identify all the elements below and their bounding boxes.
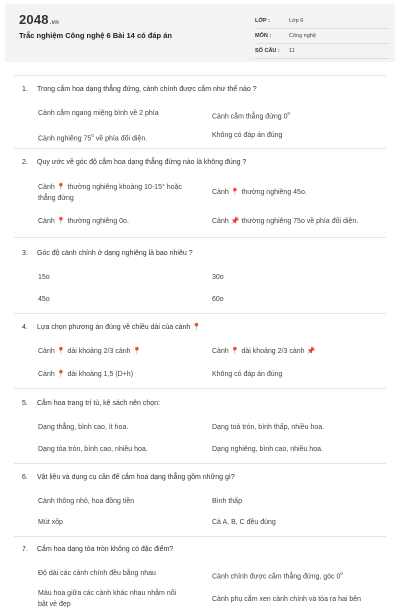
option[interactable] <box>38 182 182 204</box>
option-text: Cành cắm thẳng đứng 0 <box>212 113 288 121</box>
meta-row-count <box>255 44 390 59</box>
option-prefix: Cành <box>212 189 229 196</box>
option-prefix: Cành <box>38 184 55 191</box>
option-text: Cành cắm ngang miệng bình về 2 phía <box>38 110 159 117</box>
superscript: 0 <box>287 111 291 116</box>
question-number: 2. <box>22 159 28 166</box>
divider <box>14 313 386 314</box>
question-number: 4. <box>22 324 28 331</box>
option-text: Không có đáp án đúng <box>212 132 283 139</box>
question-text: Góc độ cành chính ở dạng nghiêng là bao nhiêu ? <box>37 250 193 257</box>
option[interactable] <box>38 346 143 357</box>
option-text: Dạng toả tròn, bình thấp, nhiều hoa. <box>212 424 325 431</box>
question-2 <box>22 159 246 166</box>
pin-icon: 📍 <box>230 189 240 196</box>
pin-icon: 📍 <box>56 348 66 355</box>
option-text: Bình thấp <box>212 498 242 505</box>
option[interactable] <box>212 568 343 582</box>
superscript: 0 <box>340 571 343 576</box>
question-text: Vật liệu và dụng cụ cần để cắm hoa dạng thẳng gồm những gì? <box>37 474 235 481</box>
option-text: Cành nghiêng 75 <box>38 135 92 143</box>
option[interactable] <box>38 130 147 144</box>
meta-row-grade <box>255 14 390 29</box>
meta-key: MÔN : <box>255 33 272 39</box>
option-text: Cành chính được cắm thẳng đứng, góc 0 <box>212 573 341 581</box>
question-number: 6. <box>22 474 28 481</box>
divider <box>14 388 386 389</box>
divider <box>14 75 386 76</box>
meta-value: 11 <box>289 48 295 54</box>
option[interactable] <box>212 108 290 122</box>
option[interactable] <box>212 294 224 305</box>
option-text: Màu hoa giữa các cành khác nhau nhằm nổi <box>38 590 177 597</box>
option-text: 15o <box>38 274 50 281</box>
option[interactable] <box>212 346 317 357</box>
option-text: Không có đáp án đúng <box>212 371 283 378</box>
pin-icon: 📍 <box>56 371 66 378</box>
option-prefix: Cành <box>38 348 55 355</box>
option[interactable] <box>38 216 129 227</box>
option-text: Mút xốp <box>38 519 63 526</box>
option-text: thường nghiêng khoảng 10-15° hoặc <box>67 184 182 191</box>
question-number: 3. <box>22 250 28 257</box>
meta-key: SỐ CÂU : <box>255 48 280 54</box>
option[interactable] <box>38 496 134 507</box>
question-text: Trong cắm hoa dạng thẳng đứng, cành chính được cắm như thế nào ? <box>37 86 257 93</box>
logo-text: 2048 <box>19 12 49 27</box>
page <box>0 4 400 608</box>
option-text: 60o <box>212 296 224 303</box>
divider <box>14 237 386 238</box>
option[interactable] <box>212 216 358 227</box>
divider <box>14 148 386 149</box>
question-6 <box>22 474 235 481</box>
option[interactable] <box>212 369 282 380</box>
question-number: 1. <box>22 86 28 93</box>
option-text: 45o <box>38 296 50 303</box>
option-text: dài khoảng 2/3 cành <box>241 348 305 355</box>
pin-icon: 📍 <box>132 348 142 355</box>
option[interactable] <box>38 444 148 455</box>
option[interactable] <box>38 294 50 305</box>
option-text-line2: bật vẻ đẹp <box>38 601 71 608</box>
option[interactable] <box>212 130 282 141</box>
question-text: Cắm hoa dạng tỏa tròn không có đặc điểm? <box>37 546 174 553</box>
option-text: thường nghiêng 45o. <box>241 189 307 196</box>
option-text: dài khoảng 1,5 (D+h) <box>67 371 134 378</box>
question-text: Cắm hoa trang trí tủ, kệ sách nên chọn: <box>37 400 160 407</box>
question-4 <box>22 323 203 331</box>
option-prefix: Cành <box>38 218 55 225</box>
option-text: Dạng nghiêng, bình cao, nhiều hoa. <box>212 446 323 453</box>
option[interactable] <box>212 444 323 455</box>
page-title: Trắc nghiệm Công nghệ 6 Bài 14 có đáp án <box>19 31 172 40</box>
option-prefix: Cành <box>38 371 55 378</box>
question-number: 5. <box>22 400 28 407</box>
divider <box>14 463 386 464</box>
option[interactable] <box>38 272 50 283</box>
option[interactable] <box>38 369 133 380</box>
site-logo[interactable] <box>19 12 59 27</box>
option[interactable] <box>38 588 176 610</box>
option[interactable] <box>38 517 63 528</box>
option[interactable] <box>212 496 242 507</box>
option[interactable] <box>212 272 224 283</box>
option[interactable] <box>212 517 276 528</box>
pushpin-icon: 📌 <box>230 218 240 225</box>
quiz-meta <box>255 14 390 59</box>
question-3 <box>22 250 193 257</box>
meta-value: Lớp 6 <box>289 18 304 24</box>
question-text: Quy ước về góc độ cắm hoa dạng thẳng đứng nào là không đúng ? <box>37 159 247 166</box>
pin-icon: 📍 <box>192 324 202 331</box>
logo-suffix: .vn <box>49 20 60 26</box>
question-5 <box>22 400 160 407</box>
option-text: thường nghiêng 0o. <box>67 218 129 225</box>
option-text: Độ dài các cành chính đều bằng nhau <box>38 570 156 577</box>
question-7 <box>22 546 173 553</box>
option-prefix: Cành <box>212 218 229 225</box>
question-1 <box>22 86 257 93</box>
option-text: Cành phụ cắm xen cành chính và tỏa ra hai bên <box>212 596 362 603</box>
meta-value: Công nghệ <box>289 33 316 39</box>
meta-row-subject <box>255 29 390 44</box>
option-text-tail: về phía đối diện. <box>93 135 148 143</box>
option-text: Dạng thẳng, bình cao, ít hoa. <box>38 424 129 431</box>
pin-icon: 📍 <box>56 184 66 191</box>
superscript: 0 <box>91 133 94 138</box>
pin-icon: 📍 <box>230 348 240 355</box>
option-text: Dạng tỏa tròn, bình cao, nhiều hoa. <box>38 446 148 453</box>
option[interactable] <box>38 108 159 119</box>
option-text: thường nghiêng 75o về phía đối diện. <box>241 218 359 225</box>
option-text: Cành thông nhỏ, hoa đồng tiền <box>38 498 135 505</box>
option[interactable] <box>212 422 324 433</box>
option[interactable] <box>212 594 361 605</box>
option[interactable] <box>212 187 307 198</box>
question-number: 7. <box>22 546 28 553</box>
pushpin-icon: 📌 <box>306 348 316 355</box>
option-text-line2: thẳng đứng <box>38 195 74 202</box>
divider <box>14 536 386 537</box>
option-text: Cả A, B, C đều đúng <box>212 519 276 526</box>
option-text: dài khoảng 2/3 cành <box>67 348 131 355</box>
question-text: Lựa chọn phương án đúng về chiều dài của cành <box>37 324 191 331</box>
pin-icon: 📍 <box>56 218 66 225</box>
option-text: 30o <box>212 274 224 281</box>
option[interactable] <box>38 422 128 433</box>
option[interactable] <box>38 568 156 579</box>
option-prefix: Cành <box>212 348 229 355</box>
meta-key: LỚP : <box>255 18 270 24</box>
page-header <box>5 4 395 62</box>
